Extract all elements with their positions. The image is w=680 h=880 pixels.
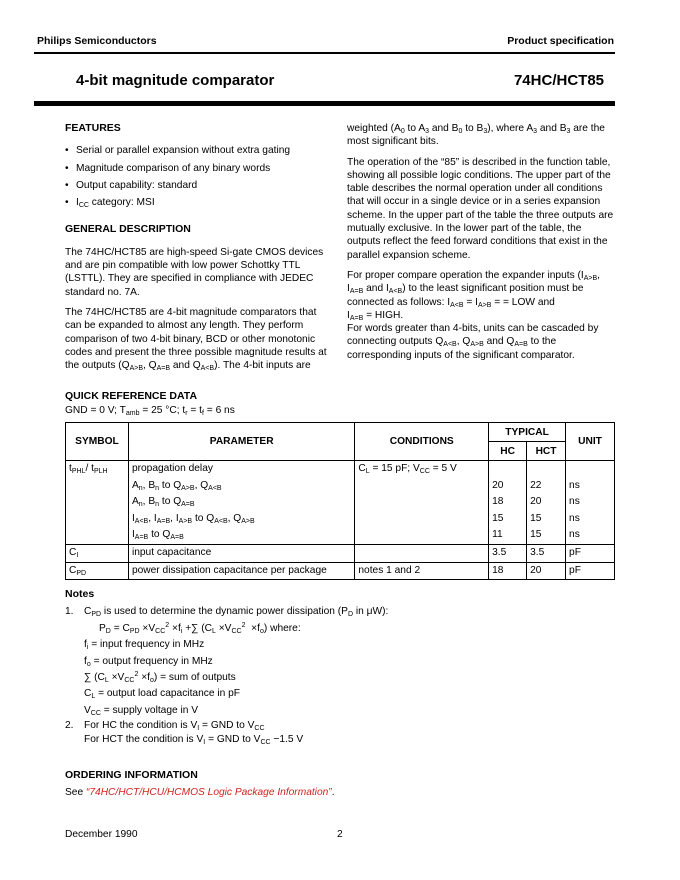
feature-item: • Magnitude comparison of any binary words [65, 162, 333, 175]
unit-header: UNIT [566, 423, 615, 461]
table-row [66, 461, 615, 545]
ci-unit: pF [566, 544, 615, 562]
left-column [65, 122, 333, 379]
features-heading: FEATURES [65, 122, 121, 134]
vcc-definition: $V_{CC}$ = supply voltage in V [84, 704, 199, 717]
feature-item: • $I_{CC}$ category: MSI [65, 196, 333, 209]
quick-reference-table [65, 422, 615, 580]
cl-definition: $C_L$ = output load capacitance in pF [84, 688, 240, 701]
general-description-heading: GENERAL DESCRIPTION [65, 223, 191, 236]
ci-hc: 3.5 [489, 544, 527, 562]
parameter-header: PARAMETER [128, 423, 354, 461]
notes-heading: Notes [65, 588, 95, 600]
pd-formula: $P_D = C_{PD} \times V_{CC}^2 \times f_i$ +∑ $(C_L \times V_{CC}^2 \times f_o)$ where: [99, 621, 301, 635]
weighted-para: weighted ($A_0$ to $A_3$ and $B_0$ to $B_3$), where $A_3$ and $B_3$ are the most significant bits. [347, 123, 605, 148]
features-list [65, 144, 333, 209]
table-row [66, 562, 615, 580]
conditions-header: CONDITIONS [355, 423, 489, 461]
ci-conditions [355, 544, 489, 562]
note-2: 2. For HC the condition is $V_I$ = GND to $V_{CC}$ For HCT the condition is $V_I$ = GND to $V_{CC} -1.5$ V [65, 720, 304, 746]
footer-date: December 1990 [65, 829, 138, 840]
right-column [347, 122, 617, 369]
package-info-link[interactable]: “74HC/HCT/HCU/HCMOS Logic Package Information” [85, 787, 332, 798]
cpd-symbol: $C_{PD}$ [66, 562, 129, 580]
cpd-hc: 18 [489, 562, 527, 580]
hct-header: HCT [527, 442, 566, 461]
table-row [66, 544, 615, 562]
page-title: 4-bit magnitude comparator [76, 72, 275, 89]
ordering-text: See “74HC/HCT/HCU/HCMOS Logic Package Information”. [65, 787, 335, 798]
feature-item: • Serial or parallel expansion without extra gating [65, 144, 333, 157]
part-number: 74HC/HCT85 [513, 72, 604, 89]
general-para-1: The 74HC/HCT85 are high-speed Si-gate CMOS devices and are pin compatible with low power Schottky TTL (LSTTL). They are specified in compliance with JEDEC standard no. 7A. [65, 246, 324, 298]
notes-section [65, 586, 615, 746]
cascade-para: For words greater than 4-bits, units can be cascaded by connecting outputs $Q_{A<B}$, $Q_{A>B}$ and $Q_{A=B}$ to the corresponding inputs of the significant comparator. [347, 323, 599, 361]
ci-hct: 3.5 [527, 544, 566, 562]
compare-para: For proper compare operation the expander inputs ($I_{A>B}$, $I_{A=B}$ and $I_{A<B}$) to the least significant position must be connected as follows: $I_{A<B} = I_{A>B}$ = = LOW and $I_{A=B}$ = HIGH. [347, 269, 601, 322]
propagation-hc: 20 18 15 11 [489, 461, 527, 545]
propagation-symbol: $t_{PHL}/$ $t_{PLH}$ [66, 461, 129, 545]
page-number: 2 [337, 829, 343, 840]
fi-definition: $f_i$ = input frequency in MHz [84, 639, 205, 652]
hc-header: HC [489, 442, 527, 461]
ordering-heading: ORDERING INFORMATION [65, 769, 198, 781]
propagation-unit: ns ns ns ns [566, 461, 615, 545]
note-1: 1. $C_{PD}$ is used to determine the dynamic power dissipation ($P_D$ in μW): [65, 606, 389, 619]
feature-item: • Output capability: standard [65, 179, 333, 192]
ci-symbol: $C_I$ [66, 544, 129, 562]
cpd-unit: pF [566, 562, 615, 580]
operation-para: The operation of the “85” is described in the function table, showing all possible logic conditions. The upper part of the table describes the normal operation under all conditions that will occur in a single device or in a series expansion scheme. In the upper part of the table the three outputs are mutually exclusive. In the lower part of the table, the outputs reflect the feed forward conditions that exist in the parallel expansion scheme. [347, 156, 614, 261]
propagation-hct: 22 20 15 15 [527, 461, 566, 545]
cpd-conditions: notes 1 and 2 [355, 562, 489, 580]
propagation-param: propagation delay $A_n$, $B_n$ to $Q_{A>B}$, $Q_{A<B}$ $A_n$, $B_n$ to $Q_{A=B}$ $I_{A<B}$, $I_{A=B}$, $I_{A>B}$ to $Q_{A<B}$, $Q_{A>B}$ $I_{A=B}$ to $Q_{A=B}$ [128, 461, 354, 545]
sum-definition: ∑ $(C_L \times V_{CC}^2 \times f_o)$ = sum of outputs [84, 671, 236, 685]
fo-definition: $f_o$ = output frequency in MHz [84, 655, 213, 668]
header-rule [34, 52, 615, 54]
typical-header: TYPICAL [489, 423, 566, 442]
company-name: Philips Semiconductors [37, 35, 157, 47]
title-rule [34, 101, 615, 106]
cpd-param: power dissipation capacitance per package [128, 562, 354, 580]
quick-reference-conditions: GND = 0 V; $T_{amb} = 25$ °C; $t_r = t_f = 6$ ns [65, 405, 235, 417]
symbol-header: SYMBOL [66, 423, 129, 461]
cpd-hct: 20 [527, 562, 566, 580]
propagation-conditions: $C_L = 15$ pF; $V_{CC} = 5$ V [355, 461, 489, 545]
document-type: Product specification [507, 35, 614, 47]
general-para-2: The 74HC/HCT85 are 4-bit magnitude comparators that can be expanded to almost any length. They perform comparison of two 4-bit binary, BCD or other monotonic codes and present the three possible magnitude results at the outputs ($Q_{A>B}$, $Q_{A=B}$ and $Q_{A<B}$). The 4-bit inputs are [65, 306, 327, 373]
quick-reference-heading: QUICK REFERENCE DATA [65, 390, 198, 402]
ci-param: input capacitance [128, 544, 354, 562]
